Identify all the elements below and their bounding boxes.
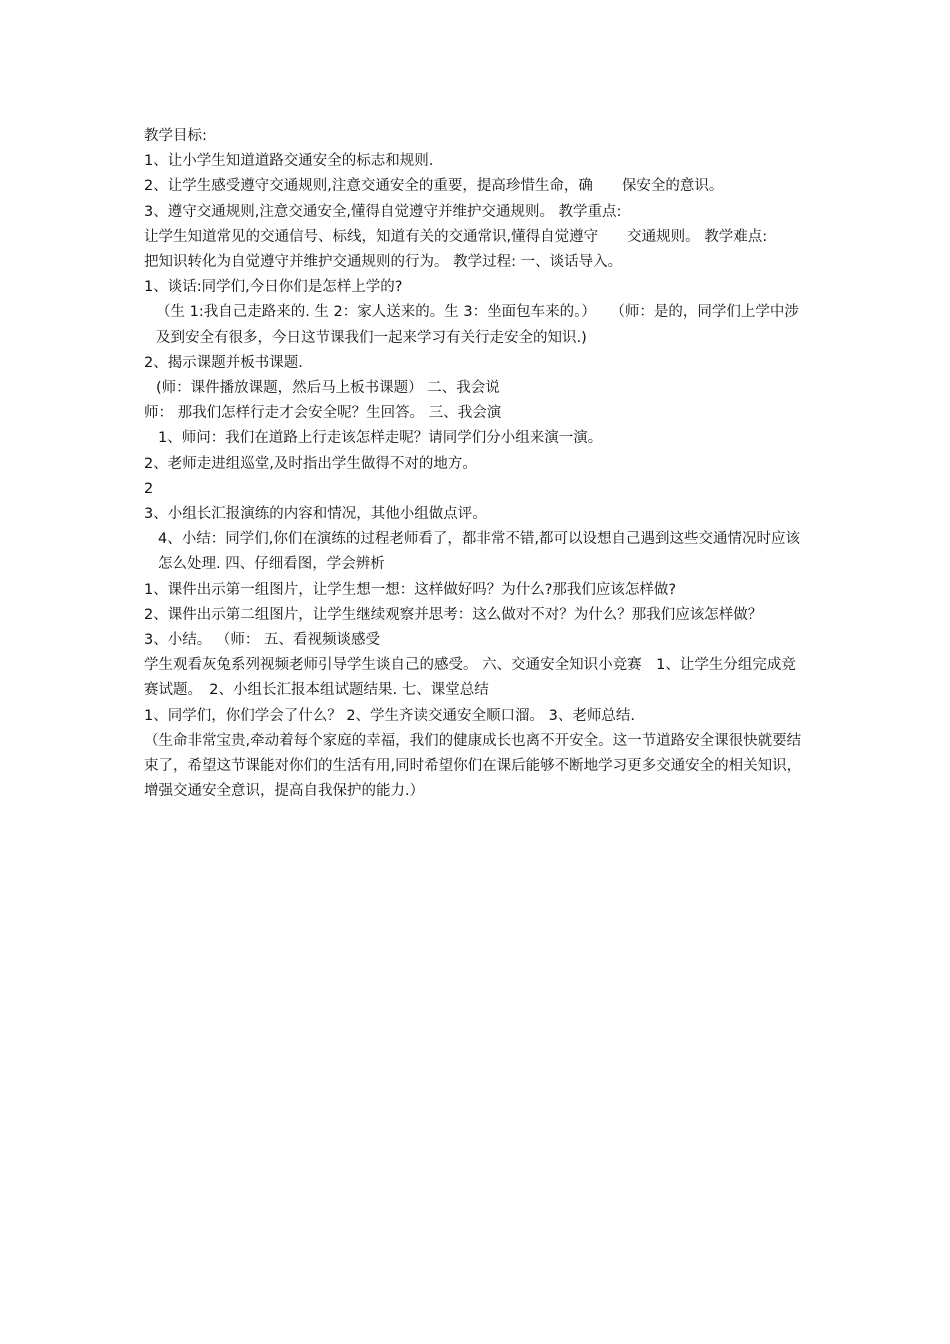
paragraph-key-points: 让学生知道常见的交通信号、标线，知道有关的交通常识,懂得自觉遵守 交通规则。 教学难点: — [144, 228, 768, 245]
document-body — [144, 124, 810, 804]
paragraph-i-can-speak: 师： 那我们怎样行走才会安全呢？生回答。 三、我会演 — [144, 405, 502, 422]
paragraph-number: 2 — [144, 480, 154, 497]
paragraph-difficulties: 把知识转化为自觉遵守并维护交通规则的行为。 教学过程: 一、谈话导入。 — [144, 254, 623, 271]
paragraph-reveal-topic: 2、揭示课题并板书课题. — [144, 354, 303, 371]
paragraph-objective-3: 3、遵守交通规则,注意交通安全,懂得自觉遵守并维护交通规则。 教学重点: — [144, 203, 622, 220]
paragraph-objective-1: 1、让小学生知道道路交通安全的标志和规则. — [144, 153, 434, 170]
paragraph-objective-2: 2、让学生感受遵守交通规则,注意交通安全的重要，提高珍惜生命，确 保安全的意识。 — [144, 178, 724, 195]
paragraph-teacher-topic: (师：课件播放课题，然后马上板书课题） 二、我会说 — [156, 380, 500, 397]
paragraph-talk: 1、谈话:同学们,今日你们是怎样上学的? — [144, 279, 403, 296]
paragraph-brief-summary: 3、小结。 （师： 五、看视频谈感受 — [144, 632, 380, 649]
paragraph-teacher-asks: 1、师问：我们在道路上行走该怎样走呢？请同学们分小组来演一演。 — [158, 430, 603, 447]
paragraph-closing: （生命非常宝贵,牵动着每个家庭的幸福，我们的健康成长也离不开安全。这一节道路安全课很快就要结束了，希望这节课能对你们的生活有用,同时希望你们在课后能够不断地学习更多交通安全的相关知识，增强交通安全意识，提高自我保护的能力.） — [144, 732, 802, 800]
paragraph-video-contest: 学生观看灰兔系列视频老师引导学生谈自己的感受。 六、交通安全知识小竞赛 1、让学生分组完成竞赛试题。 2、小组长汇报本组试题结果. 七、课堂总结 — [144, 657, 796, 699]
paragraph-first-images: 1、课件出示第一组图片，让学生想一想：这样做好吗？为什么?那我们应该怎样做? — [144, 581, 677, 598]
paragraph-group-report: 3、小组长汇报演练的内容和情况，其他小组做点评。 — [144, 506, 487, 523]
paragraph-second-images: 2、课件出示第二组图片，让学生继续观察并思考：这么做对不对？为什么？那我们应该怎样做？ — [144, 606, 763, 623]
paragraph-summary: 4、小结：同学们,你们在演练的过程老师看了，都非常不错,都可以设想自己遇到这些交通情况时应该怎么处理. 四、仔细看图，学会辨析 — [158, 531, 800, 573]
heading-objectives: 教学目标: — [144, 128, 207, 144]
paragraph-student-answers: （生 1:我自己走路来的. 生 2：家人送来的。生 3：坐面包车来的。） （师：是的，同学们上学中涉及到安全有很多，今日这节课我们一起来学习有关行走安全的知识.) — [156, 304, 799, 346]
paragraph-teacher-patrol: 2、老师走进组巡堂,及时指出学生做得不对的地方。 — [144, 455, 477, 472]
paragraph-class-summary: 1、同学们，你们学会了什么？ 2、学生齐读交通安全顺口溜。 3、老师总结. — [144, 707, 636, 724]
